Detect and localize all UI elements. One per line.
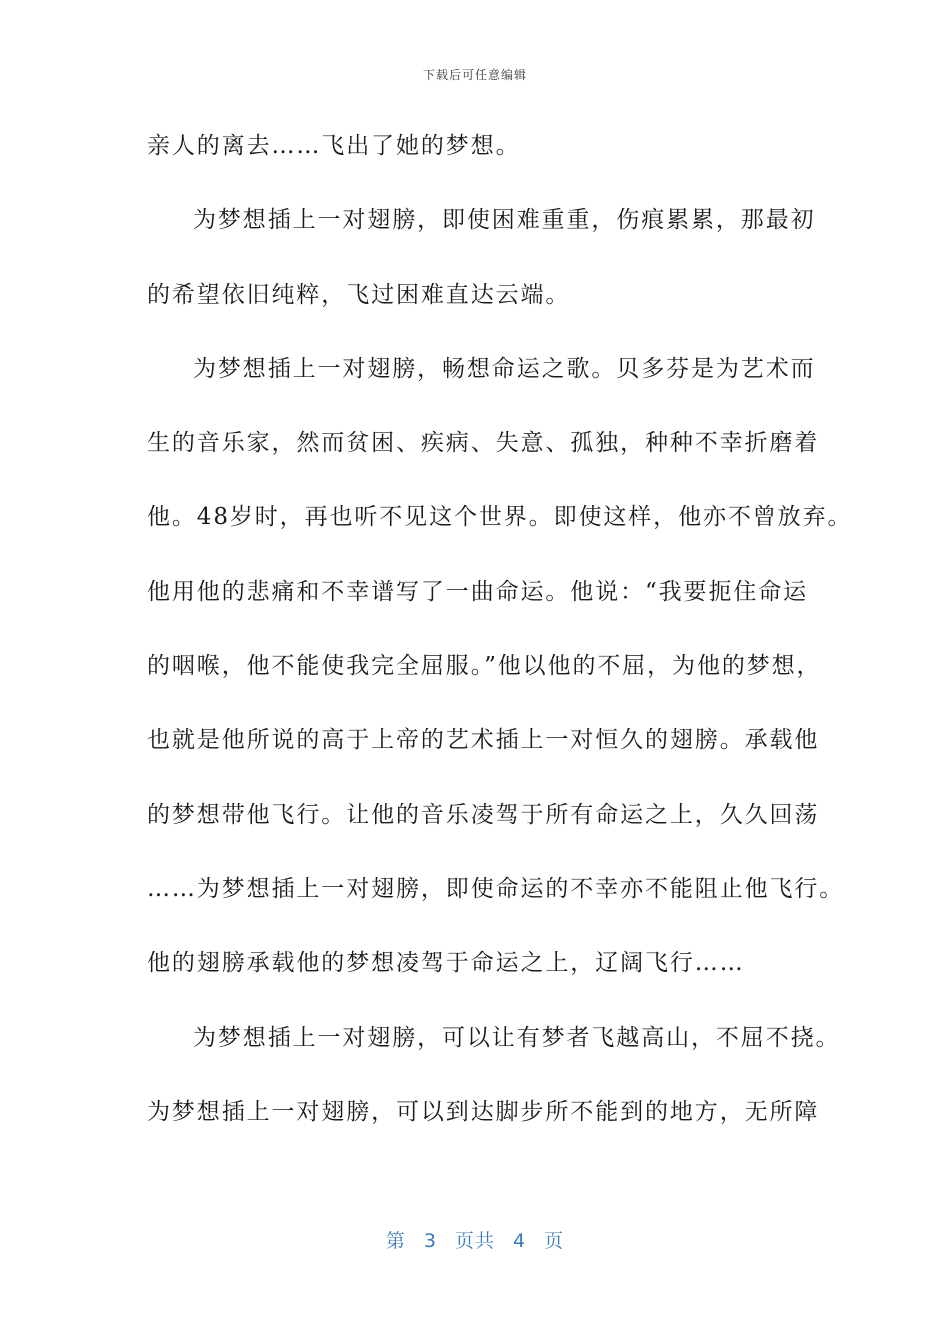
- total-pages-number: 4: [513, 1230, 527, 1252]
- current-page-number: 3: [423, 1230, 437, 1252]
- text-line: 他的翅膀承载他的梦想凌驾于命运之上，辽阔飞行……: [147, 950, 745, 977]
- text-line: 生的音乐家，然而贫困、疾病、失意、孤独，种种不幸折磨着: [147, 430, 820, 457]
- page-mid-label: 页共: [454, 1230, 495, 1252]
- page-prefix: 第: [385, 1230, 406, 1252]
- text-line: 他。48岁时，再也听不见这个世界。即使这样，他亦不曾放弃。: [147, 504, 853, 531]
- text-line: 为梦想插上一对翅膀，畅想命运之歌。贝多芬是为艺术而: [193, 355, 816, 382]
- page-number-footer: [0, 1226, 950, 1253]
- text-line: 为梦想插上一对翅膀，可以让有梦者飞越高山，不屈不挠。: [193, 1024, 841, 1051]
- text-line: 的希望依旧纯粹，飞过困难直达云端。: [147, 281, 571, 308]
- text-line: ……为梦想插上一对翅膀，即使命运的不幸亦不能阻止他飞行。: [147, 875, 845, 902]
- text-line: 也就是他所说的高于上帝的艺术插上一对恒久的翅膀。承载他: [147, 727, 820, 754]
- page-suffix: 页: [544, 1230, 565, 1252]
- text-line: 为梦想插上一对翅膀，即使困难重重，伤痕累累，那最初: [193, 207, 816, 234]
- text-line: 的咽喉，他不能使我完全屈服。”他以他的不屈，为他的梦想，: [147, 653, 822, 680]
- document-body: [147, 130, 853, 1170]
- text-line: 为梦想插上一对翅膀，可以到达脚步所不能到的地方，无所障: [147, 1098, 820, 1125]
- header-note: 下载后可任意编辑: [422, 68, 527, 82]
- text-line: 的梦想带他飞行。让他的音乐凌驾于所有命运之上，久久回荡: [147, 801, 820, 828]
- text-line: 亲人的离去……飞出了她的梦想。: [147, 133, 521, 159]
- text-line: 他用他的悲痛和不幸谱写了一曲命运。他说：“我要扼住命运: [147, 578, 809, 605]
